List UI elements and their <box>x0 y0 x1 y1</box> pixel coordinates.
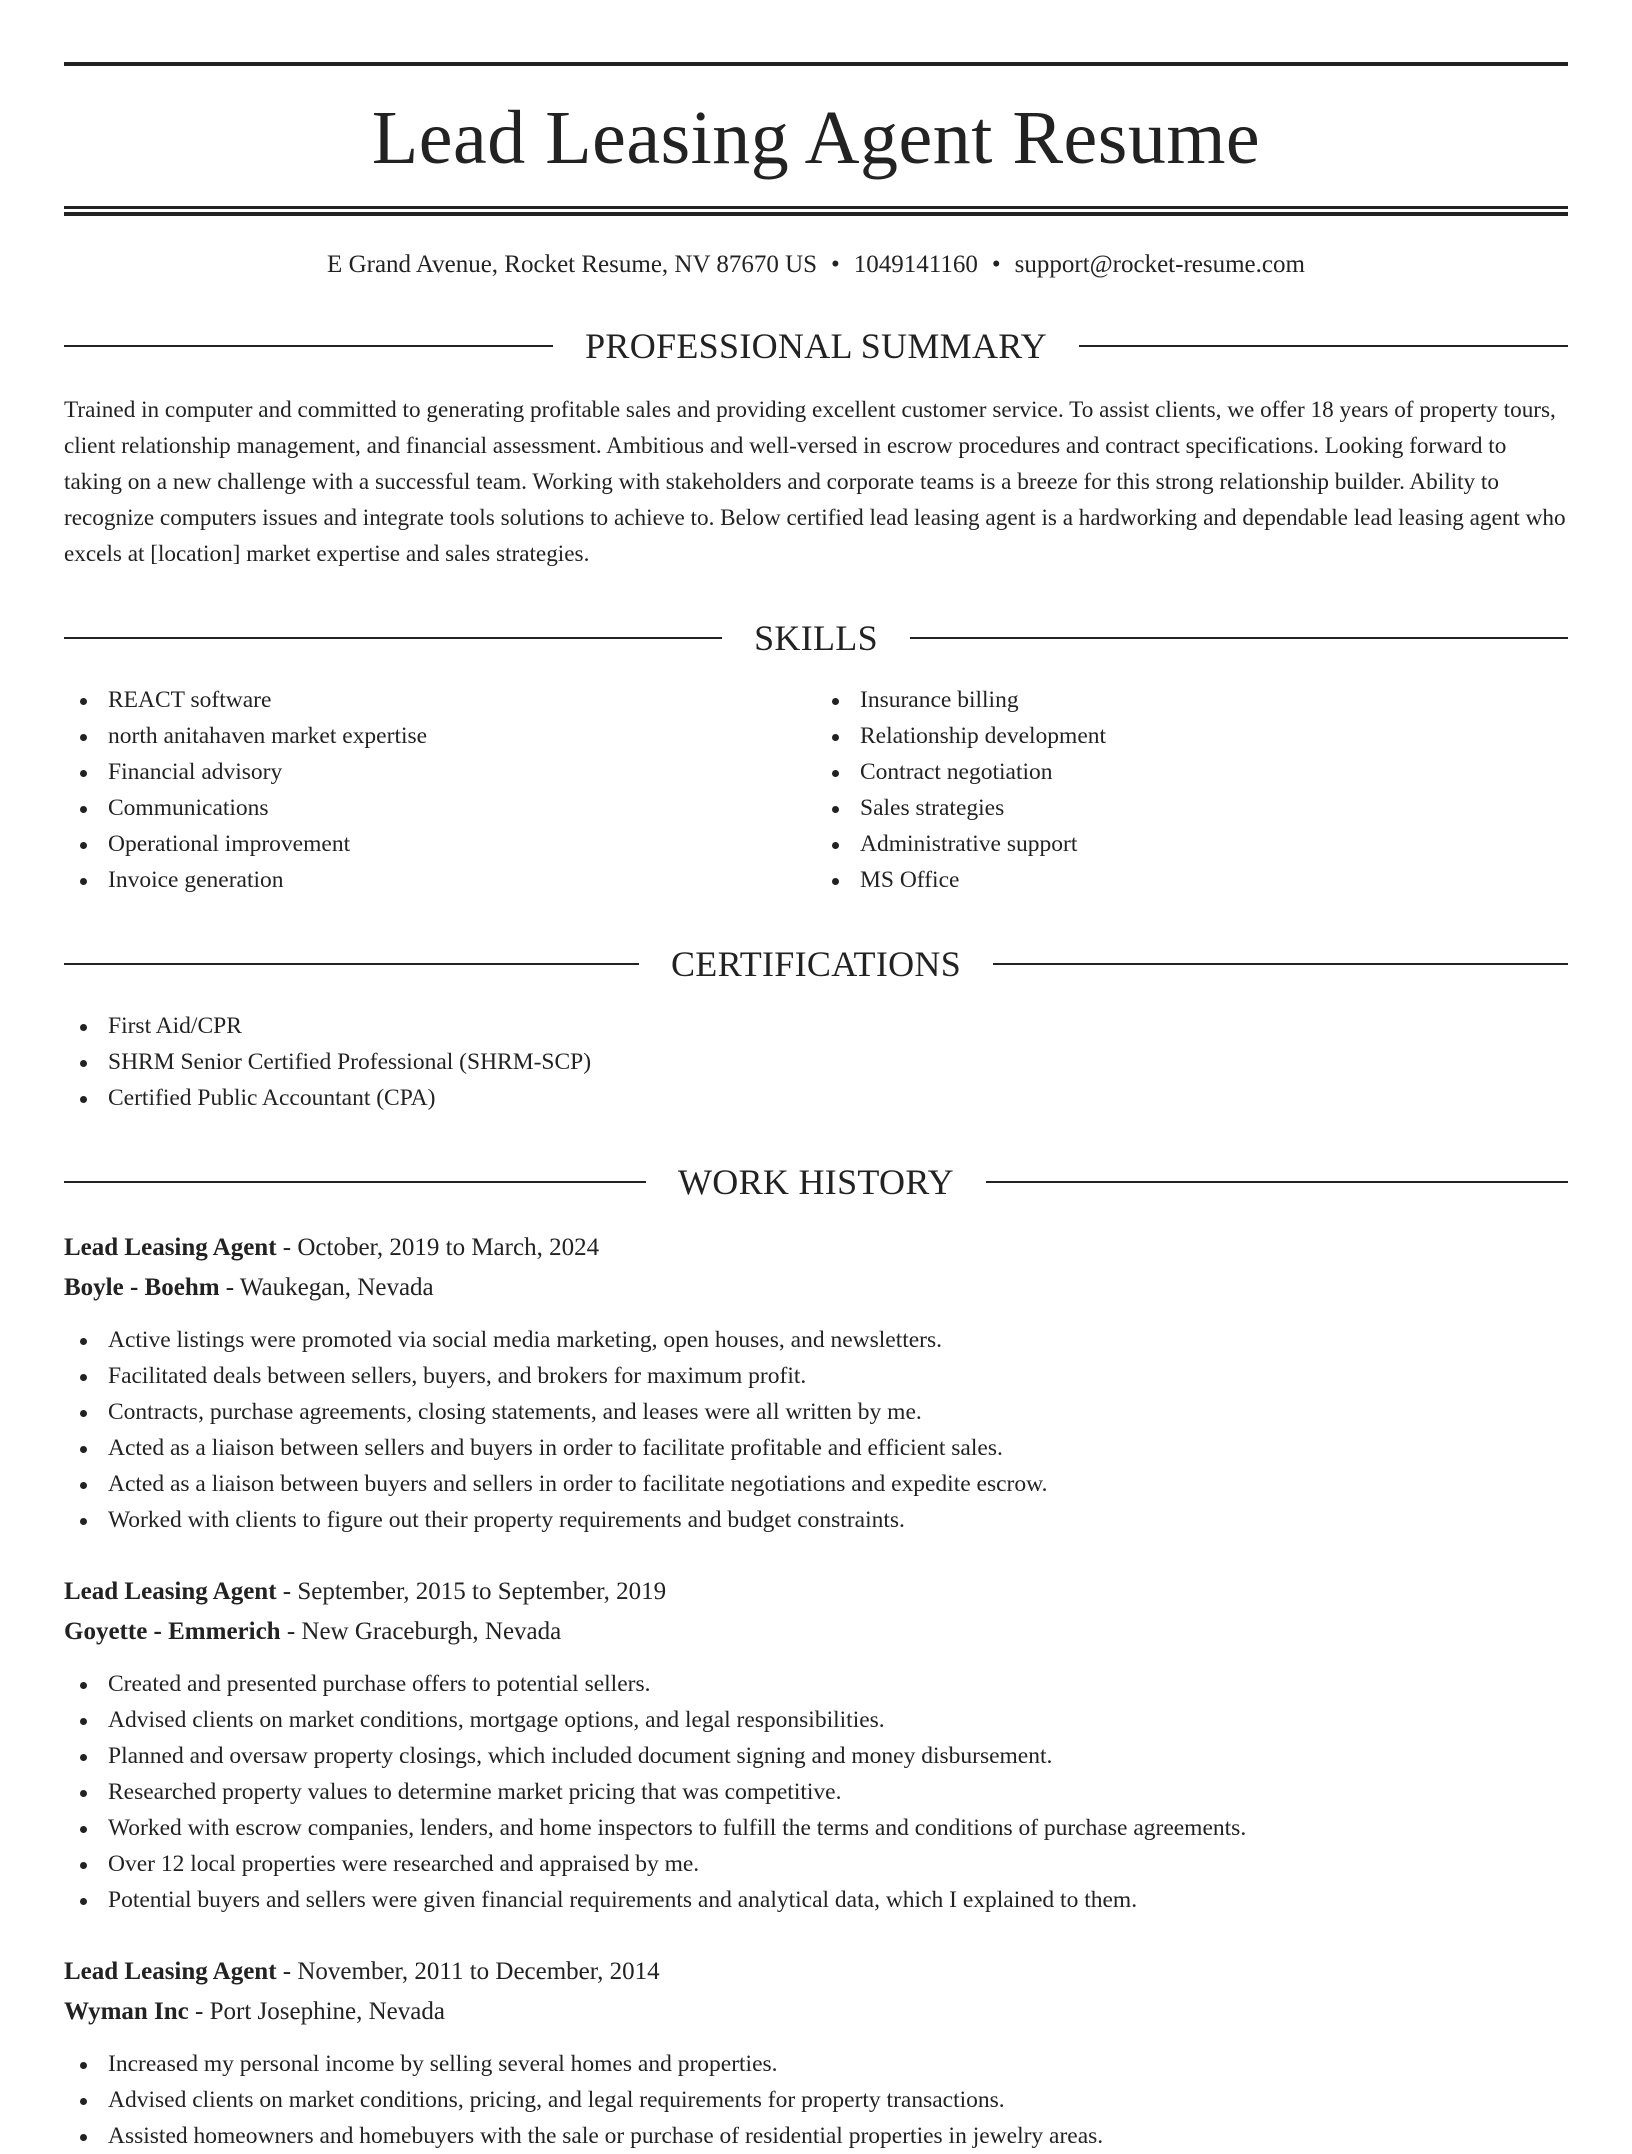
job-duties-list <box>64 1322 1568 1538</box>
job-duty-item: Researched property values to determine market pricing that was competitive. <box>64 1774 1568 1810</box>
job-dates: - October, 2019 to March, 2024 <box>276 1234 600 1261</box>
section-divider <box>64 963 639 965</box>
job-title: Lead Leasing Agent <box>64 1578 277 1605</box>
job-entry <box>64 1952 1568 2154</box>
job-duty-item: Advised clients on market conditions, mortgage options, and legal responsibilities. <box>64 1702 1568 1738</box>
skill-item: MS Office <box>816 862 1568 898</box>
title-double-divider <box>64 206 1568 216</box>
certifications-section-header <box>64 946 1568 982</box>
job-title-line <box>64 1952 1568 1992</box>
job-duty-item: Over 12 local properties were researched and appraised by me. <box>64 1846 1568 1882</box>
skills-list-left <box>64 682 816 898</box>
skills-list-right <box>816 682 1568 898</box>
job-duty-item: Contracts, purchase agreements, closing statements, and leases were all written by me. <box>64 1394 1568 1430</box>
section-divider <box>993 963 1568 965</box>
contact-address: E Grand Avenue, Rocket Resume, NV 87670 US <box>327 251 818 278</box>
summary-text: Trained in computer and committed to generating profitable sales and providing excellent customer service. To assist clients, we offer 18 years of property tours, client relationship management, and financial assessment. Ambitious and well-versed in escrow procedures and contract specifications. Looking forward to taking on a new challenge with a successful team. Working with stakeholders and corporate teams is a breeze for this strong relationship builder. Ability to recognize computers issues and integrate tools solutions to achieve to. Below certified lead leasing agent is a hardworking and dependable lead leasing agent who excels at [location] market expertise and sales strategies. <box>64 397 1566 567</box>
certification-item: First Aid/CPR <box>64 1008 1568 1044</box>
skill-item: Operational improvement <box>64 826 816 862</box>
work-section-header <box>64 1164 1568 1200</box>
job-entry <box>64 1228 1568 1538</box>
skill-item: Insurance billing <box>816 682 1568 718</box>
job-duties-list <box>64 2046 1568 2154</box>
contact-phone: 1049141160 <box>853 251 978 278</box>
contact-email: support@rocket-resume.com <box>1014 251 1305 278</box>
job-duty-item: Potential buyers and sellers were given financial requirements and analytical data, which I explained to them. <box>64 1882 1568 1918</box>
job-title: Lead Leasing Agent <box>64 1234 277 1261</box>
contact-separator: • <box>831 251 840 278</box>
skills-heading: SKILLS <box>754 618 878 658</box>
certifications-list <box>64 1008 1568 1116</box>
job-company: Goyette - Emmerich <box>64 1618 281 1645</box>
contact-line <box>64 250 1568 280</box>
job-duty-item: Advised clients on market conditions, pricing, and legal requirements for property transactions. <box>64 2082 1568 2118</box>
skill-item: north anitahaven market expertise <box>64 718 816 754</box>
job-dates: - November, 2011 to December, 2014 <box>276 1958 660 1985</box>
job-duty-item: Acted as a liaison between buyers and sellers in order to facilitate negotiations and expedite escrow. <box>64 1466 1568 1502</box>
job-duty-item: Acted as a liaison between sellers and buyers in order to facilitate profitable and efficient sales. <box>64 1430 1568 1466</box>
certifications-heading: CERTIFICATIONS <box>670 944 962 984</box>
job-title-line <box>64 1228 1568 1268</box>
skill-item: Invoice generation <box>64 862 816 898</box>
summary-section-header <box>64 328 1568 364</box>
top-divider <box>64 62 1568 66</box>
section-divider <box>64 637 722 639</box>
job-duty-item: Created and presented purchase offers to potential sellers. <box>64 1666 1568 1702</box>
skill-item: Sales strategies <box>816 790 1568 826</box>
job-duty-item: Worked with escrow companies, lenders, and home inspectors to fulfill the terms and conditions of purchase agreements. <box>64 1810 1568 1846</box>
job-duty-item: Worked with clients to figure out their property requirements and budget constraints. <box>64 1502 1568 1538</box>
job-duty-item: Active listings were promoted via social media marketing, open houses, and newsletters. <box>64 1322 1568 1358</box>
job-title: Lead Leasing Agent <box>64 1958 277 1985</box>
job-duty-item: Facilitated deals between sellers, buyers, and brokers for maximum profit. <box>64 1358 1568 1394</box>
section-divider <box>64 1181 646 1183</box>
job-company: Wyman Inc <box>64 1998 189 2025</box>
skill-item: Financial advisory <box>64 754 816 790</box>
section-divider <box>64 345 553 347</box>
summary-heading: PROFESSIONAL SUMMARY <box>585 326 1047 366</box>
certification-item: SHRM Senior Certified Professional (SHRM-SCP) <box>64 1044 1568 1080</box>
job-duty-item: Planned and oversaw property closings, which included document signing and money disbursement. <box>64 1738 1568 1774</box>
skills-section-header <box>64 620 1568 656</box>
section-divider <box>1079 345 1568 347</box>
job-duty-item: Increased my personal income by selling several homes and properties. <box>64 2046 1568 2082</box>
job-entry <box>64 1572 1568 1918</box>
skill-item: Relationship development <box>816 718 1568 754</box>
page-title: Lead Leasing Agent Resume <box>371 96 1261 180</box>
job-company-line <box>64 1992 1568 2032</box>
job-location: - Waukegan, Nevada <box>219 1274 434 1301</box>
job-title-line <box>64 1572 1568 1612</box>
section-divider <box>986 1181 1568 1183</box>
job-duties-list <box>64 1666 1568 1918</box>
work-heading: WORK HISTORY <box>678 1162 954 1202</box>
contact-separator: • <box>991 251 1001 278</box>
job-location: - New Graceburgh, Nevada <box>280 1618 562 1645</box>
skill-item: REACT software <box>64 682 816 718</box>
section-divider <box>910 637 1568 639</box>
job-company: Boyle - Boehm <box>64 1274 220 1301</box>
skill-item: Administrative support <box>816 826 1568 862</box>
job-dates: - September, 2015 to September, 2019 <box>276 1578 667 1605</box>
skill-item: Contract negotiation <box>816 754 1568 790</box>
skill-item: Communications <box>64 790 816 826</box>
certification-item: Certified Public Accountant (CPA) <box>64 1080 1568 1116</box>
skills-grid <box>64 682 1568 898</box>
job-company-line <box>64 1612 1568 1652</box>
job-company-line <box>64 1268 1568 1308</box>
job-duty-item: Assisted homeowners and homebuyers with the sale or purchase of residential properties in jewelry areas. <box>64 2118 1568 2154</box>
job-location: - Port Josephine, Nevada <box>188 1998 445 2025</box>
